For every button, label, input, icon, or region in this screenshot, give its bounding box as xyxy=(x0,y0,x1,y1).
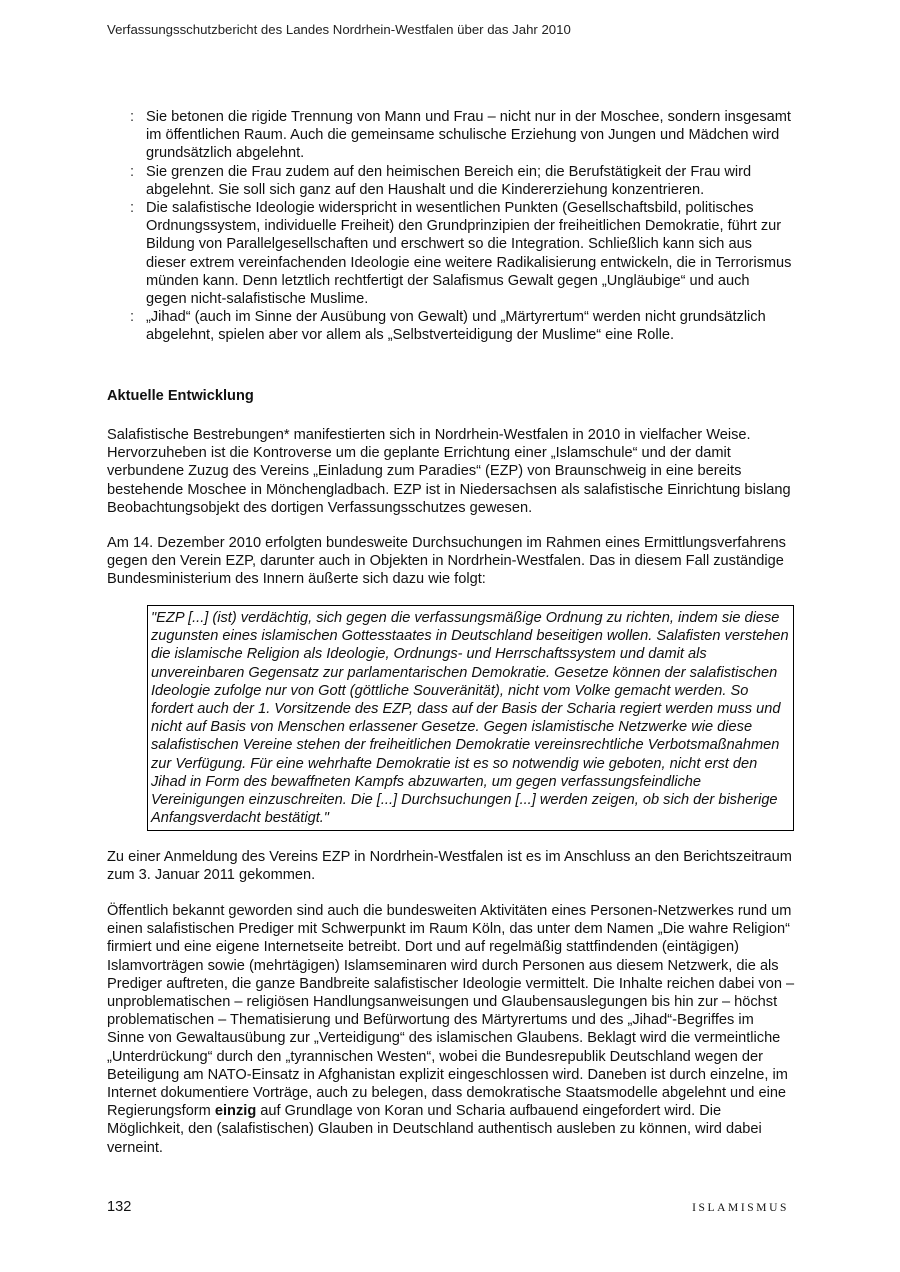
bullet-item: : Die salafistische Ideologie widerspricht in wesentlichen Punkten (Gesellschaftsbild, politisches Ordnungssystem, individuelle Freiheit) den Grundprinzipien der freiheitlichen Demokratie, führt zur Bildung von Parallelgesellschaften und erschwert so die Integration. Schließlich kann sich aus dieser extrem vereinfachenden Ideologie eine weitere Radikalisierung entwickeln, die in Terrorismus münden kann. Denn letztlich rechtfertigt der Salafismus Gewalt gegen „Ungläubige“ und auch gegen nicht-salafistische Muslime. xyxy=(128,199,794,308)
paragraph-salafist-aims: Salafistische Bestrebungen* manifestierten sich in Nordrhein-Westfalen in 2010 in vielfacher Weise. Hervorzuheben ist die Kontroverse um die geplante Errichtung einer „Islamschule“ und der damit verbundene Zuzug des Vereins „Einladung zum Paradies“ (EZP) von Braunschweig in eine bereits bestehende Moschee in Mönchengladbach. EZP ist in Niedersachsen als salafistische Einrichtung bislang Beobachtungsobjekt des dortigen Verfassungsschutzes gewesen. xyxy=(107,427,791,516)
paragraph-searches: Am 14. Dezember 2010 erfolgten bundesweite Durchsuchungen im Rahmen eines Ermittlungsverfahrens gegen den Verein EZP, darunter auch in Objekten in Nordrhein-Westfalen. Das in diesem Fall zuständige Bundesministerium des Innern äußerte sich dazu wie folgt: xyxy=(107,535,786,588)
emphasis-einzig: einzig xyxy=(214,1103,257,1120)
paragraph-network-text-end: auf Grundlage von Koran und Scharia aufbauend eingefordert wird. Die Möglichkeit, den (salafistischen) Glauben in Deutschland authentisch ausleben zu können, wird dabei verneint. xyxy=(107,1103,762,1156)
bullet-item: : Sie betonen die rigide Trennung von Mann und Frau – nicht nur in der Moschee, sondern insgesamt im öffentlichen Raum. Auch die gemeinsame schulische Erziehung von Jungen und Mädchen wird grundsätzlich abgelehnt. xyxy=(128,108,794,163)
paragraph-registration: Zu einer Anmeldung des Vereins EZP in Nordrhein-Westfalen ist es im Anschluss an den Berichtszeitraum zum 3. Januar 2011 gekommen. xyxy=(107,849,792,884)
bullet-item: : „Jihad“ (auch im Sinne der Ausübung von Gewalt) und „Märtyrertum“ werden nicht grundsätzlich abgelehnt, spielen aber vor allem als „Selbstverteidigung der Muslime“ eine Rolle. xyxy=(128,308,794,344)
section-heading: Aktuelle Entwicklung xyxy=(107,388,254,404)
page-number: 132 xyxy=(107,1199,132,1215)
ministry-quote-box: "EZP [...] (ist) verdächtig, sich gegen die verfassungsmäßige Ordnung zu richten, indem sie diese zugunsten eines islamischen Gottesstaates in Deutschland beseitigen wollen. Salafisten verstehen die islamische Religion als Ideologie, Ordnungs- und Herrschaftssystem und damit als unvereinbaren Gegensatz zur parlamentarischen Demokratie. Gesetze können der salafistischen Ideologie zufolge nur von Gott (göttliche Souveränität), nicht vom Volke gemacht werden. So fordert auch der 1. Vorsitzende des EZP, dass auf der Basis der Scharia regiert werden muss und nicht auf Basis von Menschen erlassener Gesetze. Gegen islamistische Netzwerke wie diese salafistischen Vereine stehen der freiheitlichen Demokratie vereinsrechtliche Verbotsmaßnahmen zur Verfügung. Für eine wehrhafte Demokratie ist es so notwendig wie geboten, nicht erst den Jihad in Form des bewaffneten Kampfs abzuwarten, um gegen verfassungsfeindliche Vereinigungen einzuschreiten. Die [...] Durchsuchungen [...] werden zeigen, ob sich der bisherige Anfangsverdacht bestätigt." xyxy=(147,605,794,831)
paragraph-network-text: Öffentlich bekannt geworden sind auch die bundesweiten Aktivitäten eines Personen-Netzwerkes rund um einen salafistischen Prediger mit Schwerpunkt im Raum Köln, das unter dem Namen „Die wahre Religion“ firmiert und eine eigene Internetseite betreibt. Dort und auf regelmäßig stattfindenden (eintägigen) Islamvorträgen sowie (mehrtägigen) Islamseminaren wird durch Personen aus diesem Netzwerk, die als Prediger auftreten, die ganze Bandbreite salafistischer Ideologie vermittelt. Die Inhalte reichen dabei von – unproblematischen – religiösen Handlungsanweisungen und Glaubensauslegungen bis hin zur – höchst problematischen – Thematisierung und Befürwortung des Märtyrertums und des „Jihad“-Begriffes im Sinne von Gewaltausübung zur „Verteidigung“ des islamischen Glaubens. Beklagt wird die vermeintliche „Unterdrückung“ durch den „tyrannischen Westen“, wobei die Bundesrepublik Deutschland wegen der Beteiligung am NATO-Einsatz in Afghanistan explizit eingeschlossen wird. Daneben ist durch einzelne, im Internet dokumentiere Vorträge, auch zu belegen, dass demokratische Staatsmodelle abgelehnt und eine Regierungsform xyxy=(107,903,795,1120)
paragraph-network xyxy=(107,902,795,1157)
bullet-list xyxy=(128,108,794,345)
running-header: Verfassungsschutzbericht des Landes Nordrhein-Westfalen über das Jahr 2010 xyxy=(107,22,571,37)
footer-section-name: ISLAMISMUS xyxy=(692,1202,789,1214)
bullet-item: : Sie grenzen die Frau zudem auf den heimischen Bereich ein; die Berufstätigkeit der Frau wird abgelehnt. Sie soll sich ganz auf den Haushalt und die Kindererziehung konzentrieren. xyxy=(128,163,794,199)
